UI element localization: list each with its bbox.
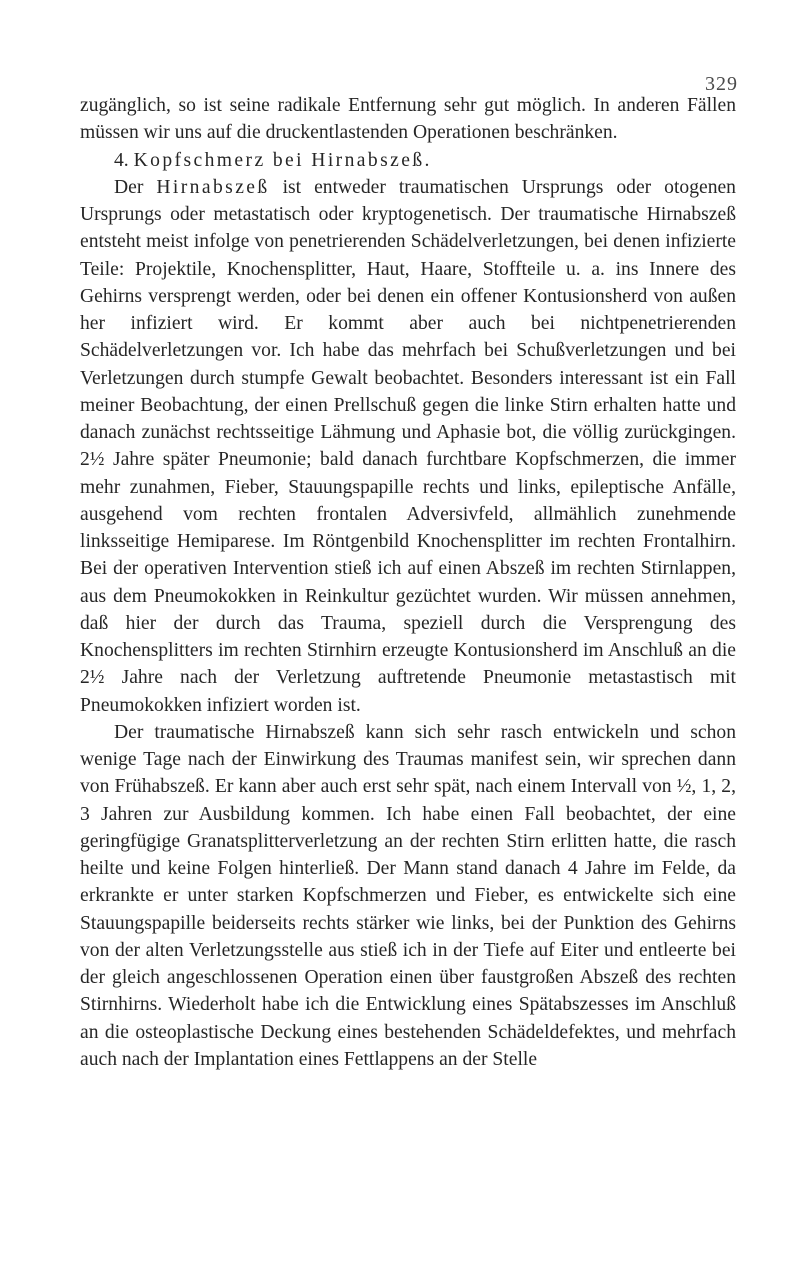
section-heading: [80, 147, 736, 174]
section-number: 4.: [114, 149, 129, 171]
section-title: Kopfschmerz bei Hirnabszeß.: [133, 149, 432, 171]
paragraph-body: ist entweder traumatischen Ursprungs oder otogenen Ursprungs oder metastatisch oder kryptogenetisch. Der traumatische Hirnabszeß entsteht meist infolge von penetrierenden Schädelverletzungen, bei denen infizierte Teile: Projektile, Knochensplitter, Haut, Haare, Stoffteile u. a. ins Innere des Gehirns versprengt werden, oder bei denen ein offener Kontusionsherd von außen her infiziert wird. Er kommt aber auch bei nichtpenetrierenden Schädelverletzungen vor. Ich habe das mehrfach bei Schußverletzungen und bei Verletzungen durch stumpfe Gewalt beobachtet. Besonders interessant ist ein Fall meiner Beobachtung, der einen Prellschuß gegen die linke Stirn erhalten hatte und danach zunächst rechtsseitige Lähmung und Aphasie bot, die völlig zurückgingen. 2½ Jahre später Pneumonie; bald danach furchtbare Kopfschmerzen, die immer mehr zunahmen, Fieber, Stauungspapille rechts und links, epileptische Anfälle, ausgehend vom rechten frontalen Adversivfeld, allmählich zunehmende linksseitige Hemiparese. Im Röntgenbild Knochensplitter im rechten Frontalhirn. Bei der operativen Intervention stieß ich auf einen Abszeß im rechten Stirnlappen, aus dem Pneumokokken in Reinkultur gezüchtet wurden. Wir müssen annehmen, daß hier der durch das Trauma, speziell durch die Versprengung des Knochensplitters im rechten Stirnhirn erzeugte Kontusionsherd im Anschluß an die 2½ Jahre nach der Verletzung auftretende Pneumonie metastastisch mit Pneumokokken infiziert worden ist.: [80, 176, 736, 716]
paragraph-lead: Der: [114, 176, 144, 198]
paragraph-traumatic-abscess: Der traumatische Hirnabszeß kann sich sehr rasch entwickeln und schon wenige Tage nach der Einwirkung des Traumas manifest sein, wir sprechen dann von Frühabszeß. Er kann aber auch erst sehr spät, nach einem Intervall von ½, 1, 2, 3 Jahren zur Ausbildung kommen. Ich habe einen Fall beobachtet, der eine geringfügige Granatsplitterverletzung an der rechten Stirn erlitten hatte, die rasch heilte und keine Folgen hinterließ. Der Mann stand danach 4 Jahre im Felde, da erkrankte er unter starken Kopfschmerzen und Fieber, es entwickelte sich eine Stauungspapille beiderseits rechts stärker wie links, bei der Punktion des Gehirns von der alten Verletzungsstelle aus stieß ich in der Tiefe auf Eiter und entleerte bei der gleich angeschlossenen Operation einen über faustgroßen Abszeß des rechten Stirnhirns. Wiederholt habe ich die Entwicklung eines Spätabszesses im Anschluß an die osteoplastische Deckung eines bestehenden Schädeldefektes, und mehrfach auch nach der Implantation eines Fettlappens an der Stelle: [80, 721, 736, 1070]
paragraph-continuation: zugänglich, so ist seine radikale Entfernung sehr gut möglich. In anderen Fällen müssen wir uns auf die druckentlastenden Operationen beschränken.: [80, 95, 736, 144]
emphasized-term: Hirnabszeß: [156, 176, 270, 198]
paragraph-hirnabszess: [80, 174, 736, 719]
body-text: [80, 92, 736, 1073]
page-number: 329: [705, 73, 738, 95]
